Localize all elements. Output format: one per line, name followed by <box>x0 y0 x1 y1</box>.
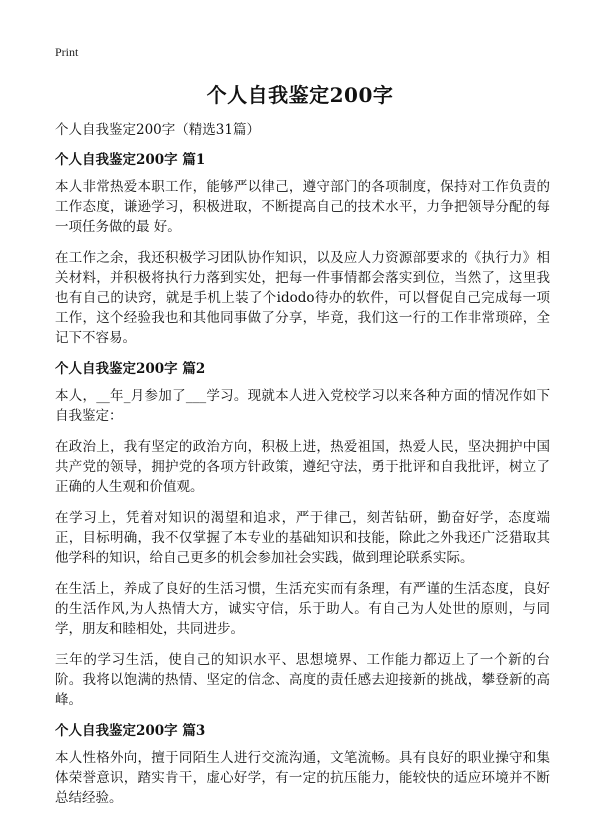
paragraph: 在政治上，我有坚定的政治方向，积极上进，热爱祖国，热爱人民，坚决拥护中国共产党的领导，拥护党的各项方针政策，遵纪守法，勇于批评和自我批评，树立了正确的人生观和价值观。 <box>55 439 550 495</box>
section-1 <box>55 150 550 348</box>
paragraph: 在工作之余，我还积极学习团队协作知识，以及应人力资源部要求的《执行力》相关材料，并积极将执行力落到实处，把每一件事情都会落实到位，当然了，这里我也有自己的诀窍，就是手机上装了个idodo待办的软件，可以督促自己完成每一项工作，这个经验我也和其他同事做了分享，毕竟，我们这一行的工作非常琐碎，全记下不容易。 <box>55 250 550 346</box>
section-heading: 个人自我鉴定200字 篇2 <box>55 361 206 377</box>
paragraph: 三年的学习生活，使自己的知识水平、思想境界、工作能力都迈上了一个新的台阶。我将以饱满的热情、坚定的信念、高度的责任感去迎接新的挑战，攀登新的高峰。 <box>55 652 550 708</box>
section-heading: 个人自我鉴定200字 篇3 <box>55 723 206 739</box>
paragraph: 本人性格外向，擅于同陌生人进行交流沟通，文笔流畅。具有良好的职业操守和集体荣誉意识，踏实肯干，虚心好学，有一定的抗压能力，能较快的适应环境并不断总结经验。 <box>55 750 550 806</box>
section-3 <box>55 721 550 808</box>
page-title: 个人自我鉴定200字 <box>206 83 394 107</box>
paragraph: 在学习上，凭着对知识的渴望和追求，严于律己，刻苦钻研，勤奋好学，态度端正，目标明确，我不仅掌握了本专业的基础知识和技能，除此之外我还广泛猎取其他学科的知识，给自己更多的机会参加社会实践，做到理论联系实际。 <box>55 510 550 566</box>
section-2 <box>55 359 550 710</box>
section-heading: 个人自我鉴定200字 篇1 <box>55 152 206 168</box>
document-body <box>55 120 550 819</box>
paragraph: 在生活上，养成了良好的生活习惯，生活充实而有条理，有严谨的生活态度，良好的生活作风,为人热情大方，诚实守信，乐于助人。有自己为人处世的原则，与同学，朋友和睦相处，共同进步。 <box>55 581 550 637</box>
paragraph: 本人非常热爱本职工作，能够严以律己，遵守部门的各项制度，保持对工作负责的工作态度，谦逊学习，积极进取，不断提高自己的技术水平，力争把领导分配的每一项任务做的最 好。 <box>55 179 550 235</box>
document-subtitle: 个人自我鉴定200字（精选31篇） <box>55 122 260 138</box>
print-label: Print <box>55 45 79 59</box>
paragraph: 本人，__年_月参加了___学习。现就本人进入党校学习以来各种方面的情况作如下自我鉴定： <box>55 388 550 424</box>
